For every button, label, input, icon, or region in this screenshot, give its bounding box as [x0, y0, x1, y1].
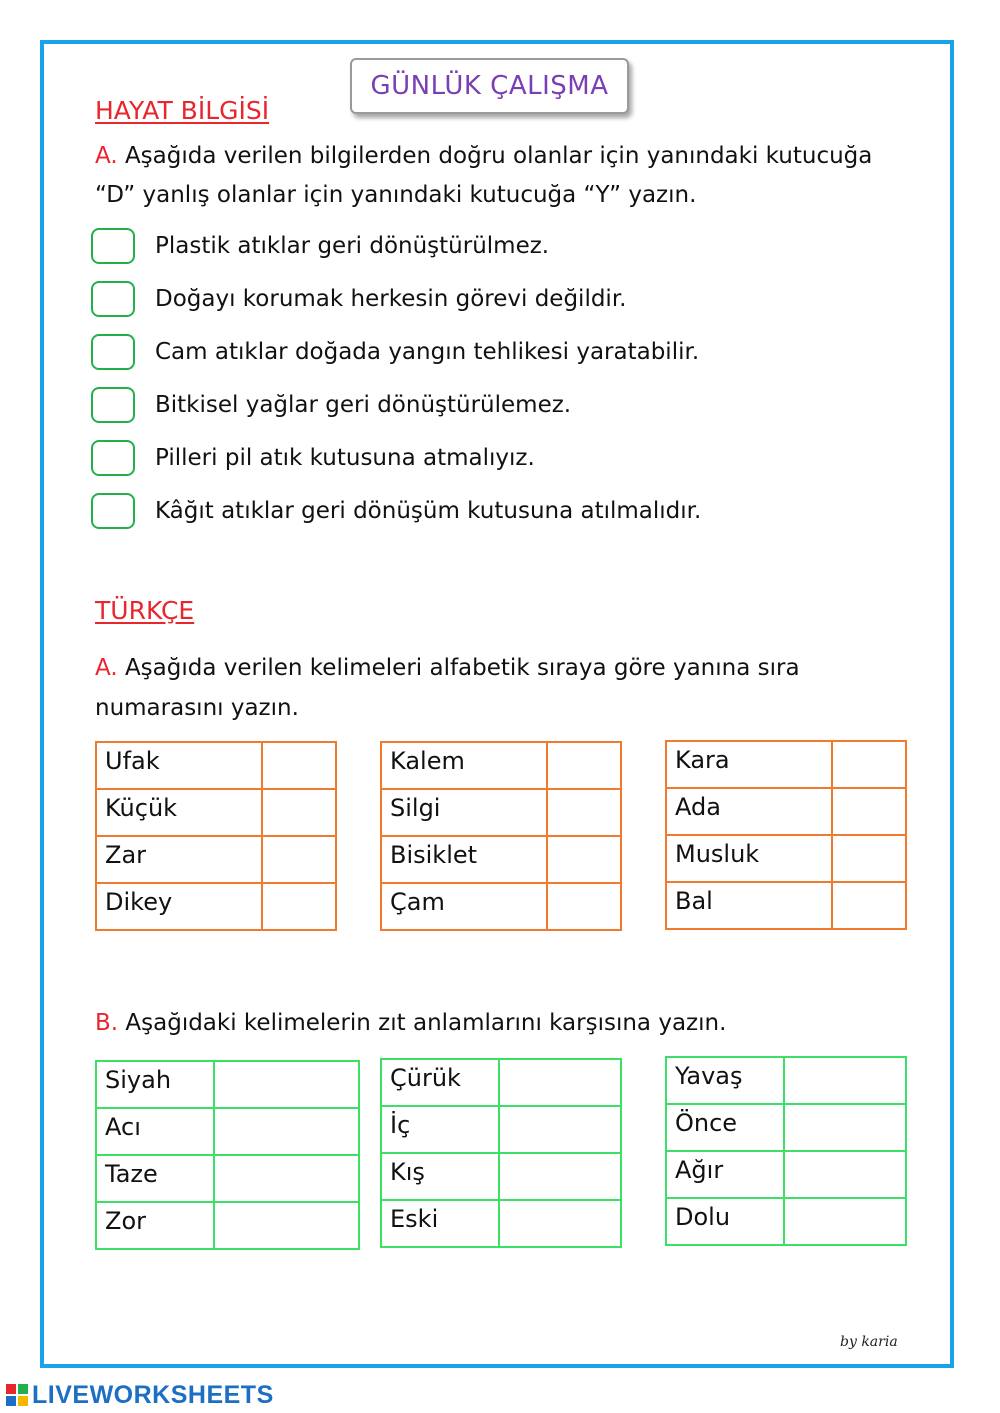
statement-row: [91, 490, 701, 532]
answer-cell[interactable]: [262, 883, 336, 930]
statement-row: [91, 225, 549, 267]
answer-cell[interactable]: [214, 1108, 359, 1155]
turkce-b-line1: [95, 1003, 726, 1043]
word-cell: Kara: [666, 741, 832, 788]
answer-box[interactable]: [91, 387, 135, 423]
word-cell: Ada: [666, 788, 832, 835]
word-cell: Musluk: [666, 835, 832, 882]
statement-row: [91, 331, 699, 373]
instruction-letter: A.: [95, 143, 118, 169]
statement-text: Kâğıt atıklar geri dönüşüm kutusuna atılmalıdır.: [155, 498, 702, 524]
table-row: [666, 835, 906, 882]
table-row: [381, 1200, 621, 1247]
instruction-text: Aşağıda verilen bilgilerden doğru olanlar için yanındaki kutucuğa: [124, 143, 873, 169]
word-cell: Küçük: [96, 789, 262, 836]
logo-blocks-icon: [6, 1384, 28, 1406]
answer-cell[interactable]: [547, 789, 621, 836]
antonym-table-3: [665, 1056, 907, 1246]
table-row: [381, 742, 621, 789]
word-cell: Zor: [96, 1202, 214, 1249]
answer-cell[interactable]: [784, 1151, 906, 1198]
table-row: [666, 1151, 906, 1198]
hayat-instruction-line2: “D” yanlış olanlar için yanındaki kutucuğa “Y” yazın.: [95, 182, 697, 208]
answer-cell[interactable]: [214, 1061, 359, 1108]
table-row: [666, 1198, 906, 1245]
answer-cell[interactable]: [547, 836, 621, 883]
answer-cell[interactable]: [262, 742, 336, 789]
word-cell: Eski: [381, 1200, 499, 1247]
answer-cell[interactable]: [832, 788, 906, 835]
statement-text: Cam atıklar doğada yangın tehlikesi yaratabilir.: [155, 339, 700, 365]
table-row: [96, 883, 336, 930]
word-cell: Önce: [666, 1104, 784, 1151]
word-cell: Zar: [96, 836, 262, 883]
word-cell: Ufak: [96, 742, 262, 789]
statement-text: Doğayı korumak herkesin görevi değildir.: [155, 286, 627, 312]
table-row: [96, 789, 336, 836]
answer-cell[interactable]: [547, 883, 621, 930]
answer-cell[interactable]: [262, 836, 336, 883]
answer-cell[interactable]: [832, 882, 906, 929]
table-row: [96, 836, 336, 883]
answer-cell[interactable]: [499, 1200, 621, 1247]
answer-cell[interactable]: [499, 1059, 621, 1106]
table-row: [381, 1059, 621, 1106]
table-row: [96, 1108, 359, 1155]
answer-cell[interactable]: [547, 742, 621, 789]
answer-cell[interactable]: [499, 1153, 621, 1200]
word-cell: Silgi: [381, 789, 547, 836]
answer-cell[interactable]: [214, 1202, 359, 1249]
word-cell: Siyah: [96, 1061, 214, 1108]
word-cell: Kış: [381, 1153, 499, 1200]
table-row: [381, 1153, 621, 1200]
liveworksheets-logo[interactable]: [6, 1382, 274, 1408]
answer-cell[interactable]: [784, 1057, 906, 1104]
table-row: [666, 882, 906, 929]
table-row: [666, 788, 906, 835]
table-row: [666, 1057, 906, 1104]
answer-box[interactable]: [91, 281, 135, 317]
answer-box[interactable]: [91, 440, 135, 476]
statement-row: [91, 437, 535, 479]
instruction-text: Aşağıda verilen kelimeleri alfabetik sıraya göre yanına sıra: [124, 655, 800, 681]
table-row: [96, 1155, 359, 1202]
answer-box[interactable]: [91, 493, 135, 529]
word-cell: Bisiklet: [381, 836, 547, 883]
antonym-table-2: [380, 1058, 622, 1248]
table-row: [381, 789, 621, 836]
instruction-text: Aşağıdaki kelimelerin zıt anlamlarını karşısına yazın.: [125, 1010, 727, 1036]
answer-cell[interactable]: [832, 741, 906, 788]
word-cell: Taze: [96, 1155, 214, 1202]
antonym-table-1: [95, 1060, 360, 1250]
answer-cell[interactable]: [784, 1198, 906, 1245]
author-signature: by karia: [840, 1334, 898, 1350]
turkce-heading: TÜRKÇE: [95, 596, 195, 625]
answer-cell[interactable]: [832, 835, 906, 882]
turkce-a-line2: numarasını yazın.: [95, 695, 299, 721]
word-cell: Acı: [96, 1108, 214, 1155]
word-cell: Çürük: [381, 1059, 499, 1106]
instruction-letter: A.: [95, 655, 118, 681]
instruction-letter: B.: [95, 1010, 119, 1036]
page-title: GÜNLÜK ÇALIŞMA: [350, 58, 629, 114]
alphabet-table-3: [665, 740, 907, 930]
table-row: [96, 1061, 359, 1108]
alphabet-table-1: [95, 741, 337, 931]
word-cell: Dikey: [96, 883, 262, 930]
answer-box[interactable]: [91, 334, 135, 370]
word-cell: İç: [381, 1106, 499, 1153]
table-row: [96, 742, 336, 789]
answer-cell[interactable]: [214, 1155, 359, 1202]
answer-cell[interactable]: [499, 1106, 621, 1153]
answer-cell[interactable]: [784, 1104, 906, 1151]
answer-box[interactable]: [91, 228, 135, 264]
turkce-a-line1: [95, 648, 800, 688]
word-cell: Dolu: [666, 1198, 784, 1245]
logo-text: LIVEWORKSHEETS: [32, 1380, 274, 1409]
word-cell: Çam: [381, 883, 547, 930]
statement-text: Plastik atıklar geri dönüştürülmez.: [155, 233, 550, 259]
answer-cell[interactable]: [262, 789, 336, 836]
table-row: [381, 836, 621, 883]
alphabet-table-2: [380, 741, 622, 931]
word-cell: Yavaş: [666, 1057, 784, 1104]
statement-text: Bitkisel yağlar geri dönüştürülemez.: [155, 392, 572, 418]
word-cell: Kalem: [381, 742, 547, 789]
table-row: [96, 1202, 359, 1249]
hayat-bilgisi-heading: HAYAT BİLGİSİ: [95, 96, 270, 125]
statement-row: [91, 384, 571, 426]
word-cell: Bal: [666, 882, 832, 929]
hayat-instruction-line1: [95, 136, 872, 176]
statement-text: Pilleri pil atık kutusuna atmalıyız.: [155, 445, 535, 471]
table-row: [666, 1104, 906, 1151]
statement-row: [91, 278, 626, 320]
table-row: [381, 1106, 621, 1153]
table-row: [666, 741, 906, 788]
table-row: [381, 883, 621, 930]
word-cell: Ağır: [666, 1151, 784, 1198]
